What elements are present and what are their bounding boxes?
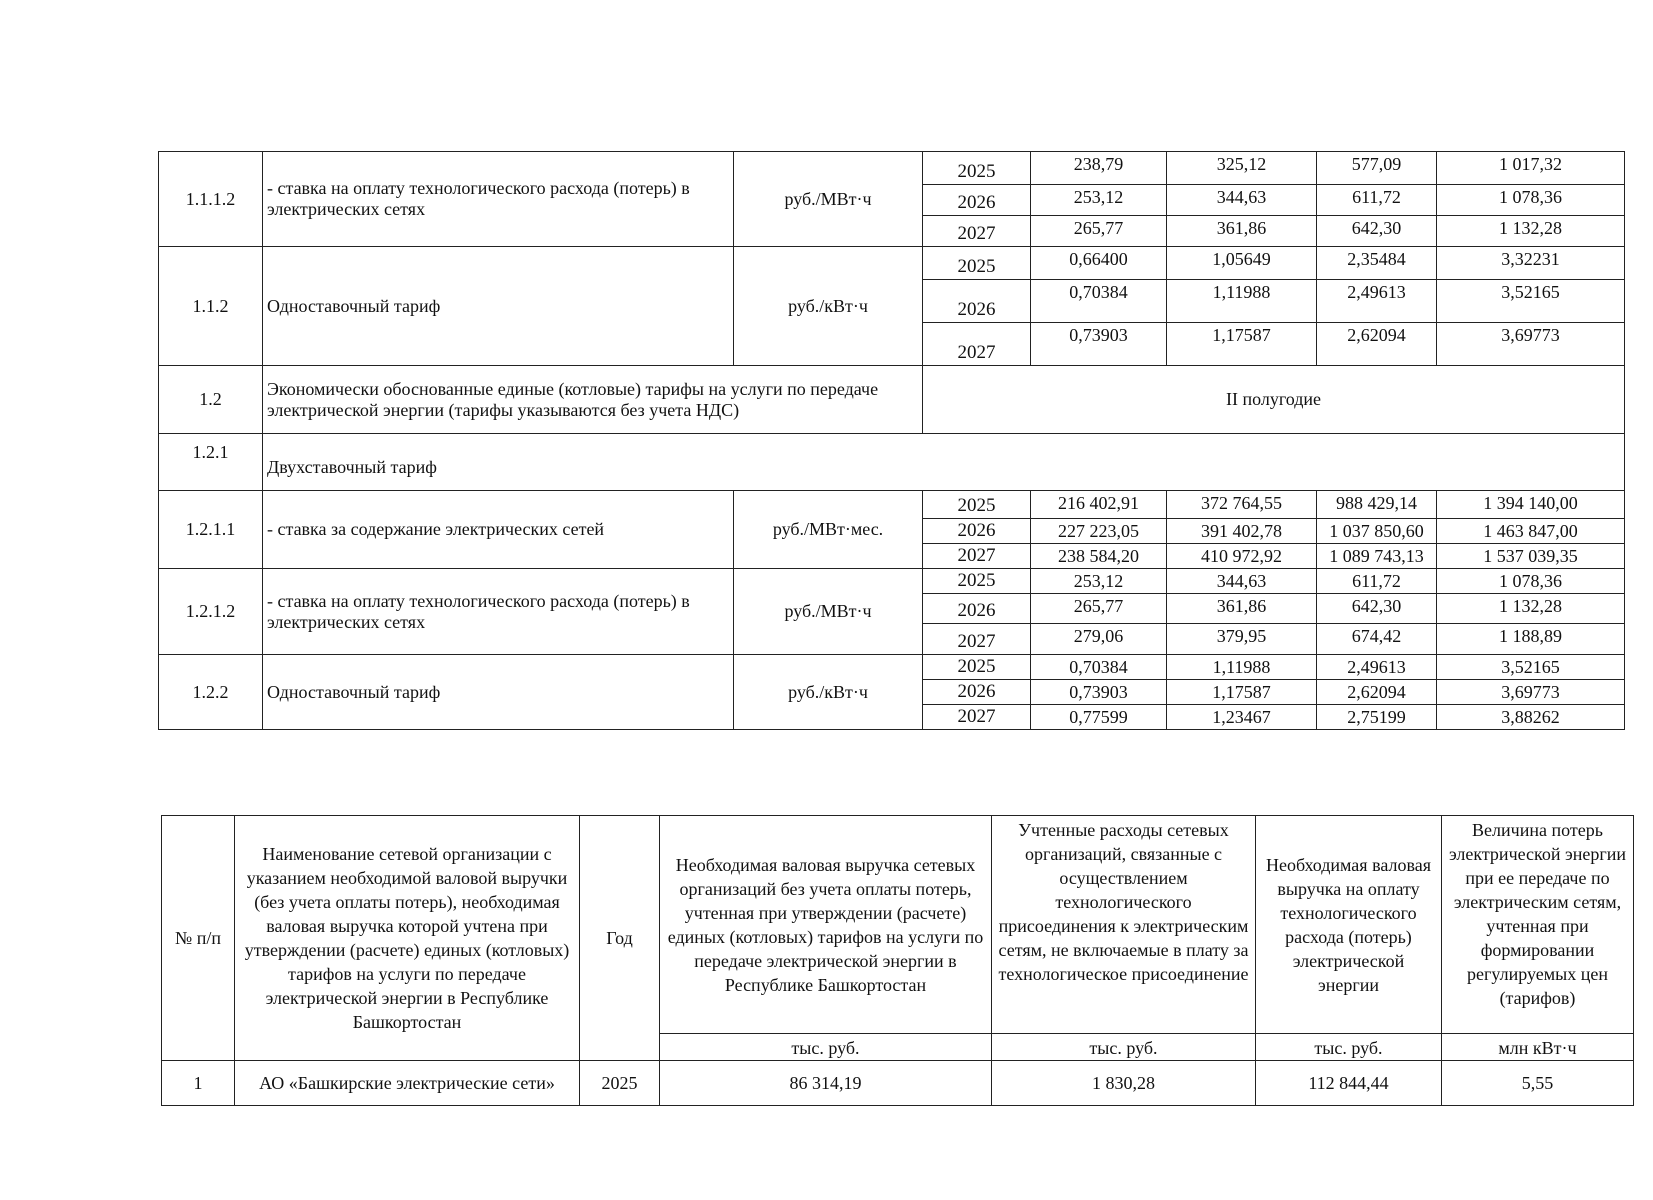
value-cell: 279,06: [1031, 624, 1167, 655]
value-cell: 2,62094: [1317, 323, 1437, 366]
row-unit: руб./МВт·мес.: [734, 491, 923, 569]
row-unit: руб./кВт·ч: [734, 247, 923, 366]
row-code: 1.2.1: [159, 434, 263, 491]
year-cell: 2026: [923, 519, 1031, 544]
value-cell: 0,70384: [1031, 655, 1167, 680]
row-code: 1.2.1.1: [159, 491, 263, 569]
year-cell: 2025: [923, 655, 1031, 680]
row-code: 1.2.2: [159, 655, 263, 730]
value-cell: 3,69773: [1437, 323, 1625, 366]
value-cell: 0,73903: [1031, 680, 1167, 705]
value-cell: 238,79: [1031, 152, 1167, 185]
row-org-name: АО «Башкирские электрические сети»: [235, 1061, 580, 1106]
row-name: Одноставочный тариф: [263, 247, 734, 366]
row-code: 1.1.2: [159, 247, 263, 366]
row-name: Одноставочный тариф: [263, 655, 734, 730]
table-row: [159, 152, 1625, 185]
row-unit: руб./МВт·ч: [734, 569, 923, 655]
value-cell: 1 017,32: [1437, 152, 1625, 185]
row-code: 1.2.1.2: [159, 569, 263, 655]
value-cell: 577,09: [1317, 152, 1437, 185]
value-cell: 2,35484: [1317, 247, 1437, 280]
row-name: Экономически обоснованные единые (котловые) тарифы на услуги по передаче электрической энергии (тарифы указываются без учета НДС): [263, 366, 923, 434]
row-code: 1.2: [159, 366, 263, 434]
value-cell: 410 972,92: [1167, 544, 1317, 569]
value-cell: 1 078,36: [1437, 185, 1625, 216]
value-cell: 216 402,91: [1031, 491, 1167, 519]
value-cell: 325,12: [1167, 152, 1317, 185]
value-cell: 2,62094: [1317, 680, 1437, 705]
table-row: [159, 569, 1625, 594]
value-cell: 379,95: [1167, 624, 1317, 655]
unit-cell: тыс. руб.: [992, 1034, 1256, 1061]
value-cell: 1 037 850,60: [1317, 519, 1437, 544]
unit-cell: млн кВт·ч: [1442, 1034, 1634, 1061]
value-cell: 344,63: [1167, 569, 1317, 594]
year-cell: 2026: [923, 594, 1031, 624]
value-cell: 227 223,05: [1031, 519, 1167, 544]
year-cell: 2027: [923, 624, 1031, 655]
value-cell: 642,30: [1317, 216, 1437, 247]
row-name: - ставка на оплату технологического расхода (потерь) в электрических сетях: [263, 569, 734, 655]
unit-cell: тыс. руб.: [1256, 1034, 1442, 1061]
value-cell: 3,32231: [1437, 247, 1625, 280]
row-expenses: 1 830,28: [992, 1061, 1256, 1106]
value-cell: 0,66400: [1031, 247, 1167, 280]
value-cell: 674,42: [1317, 624, 1437, 655]
header-row: [162, 816, 1634, 1034]
row-name: - ставка на оплату технологического расхода (потерь) в электрических сетях: [263, 152, 734, 247]
row-revenue: 86 314,19: [660, 1061, 992, 1106]
year-cell: 2025: [923, 152, 1031, 185]
value-cell: 3,52165: [1437, 655, 1625, 680]
value-cell: 1,17587: [1167, 323, 1317, 366]
row-name: - ставка за содержание электрических сетей: [263, 491, 734, 569]
value-cell: 1 132,28: [1437, 594, 1625, 624]
value-cell: 611,72: [1317, 185, 1437, 216]
value-cell: 0,73903: [1031, 323, 1167, 366]
value-cell: 1,23467: [1167, 705, 1317, 730]
unit-cell: тыс. руб.: [660, 1034, 992, 1061]
header-revenue: Необходимая валовая выручка сетевых организаций без учета оплаты потерь, учтенная при утверждении (расчете) единых (котловых) тарифов на услуги по передаче электрической энергии в Республике Башкортостан: [660, 816, 992, 1034]
table-row: [159, 655, 1625, 680]
value-cell: 2,75199: [1317, 705, 1437, 730]
value-cell: 1,11988: [1167, 655, 1317, 680]
value-cell: 253,12: [1031, 569, 1167, 594]
header-year: Год: [580, 816, 660, 1061]
value-cell: 265,77: [1031, 594, 1167, 624]
period-label: II полугодие: [923, 366, 1625, 434]
section-row: [159, 366, 1625, 434]
section-row: [159, 434, 1625, 491]
value-cell: 1 537 039,35: [1437, 544, 1625, 569]
header-org-name: Наименование сетевой организации с указанием необходимой валовой выручки (без учета оплаты потерь), необходимая валовая выручка которой учтена при утверждении (расчете) единых (котловых) тарифов на услуги по передаче электрической энергии в Республике Башкортостан: [235, 816, 580, 1061]
value-cell: 3,69773: [1437, 680, 1625, 705]
table-row: [162, 1061, 1634, 1106]
value-cell: 1 078,36: [1437, 569, 1625, 594]
value-cell: 372 764,55: [1167, 491, 1317, 519]
value-cell: 1 132,28: [1437, 216, 1625, 247]
value-cell: 253,12: [1031, 185, 1167, 216]
year-cell: 2025: [923, 569, 1031, 594]
value-cell: 2,49613: [1317, 655, 1437, 680]
year-cell: 2025: [923, 247, 1031, 280]
year-cell: 2026: [923, 280, 1031, 323]
value-cell: 3,88262: [1437, 705, 1625, 730]
row-name: Двухставочный тариф: [263, 434, 1625, 491]
row-unit: руб./кВт·ч: [734, 655, 923, 730]
value-cell: 361,86: [1167, 594, 1317, 624]
value-cell: 2,49613: [1317, 280, 1437, 323]
row-losses-revenue: 112 844,44: [1256, 1061, 1442, 1106]
row-num: 1: [162, 1061, 235, 1106]
value-cell: 3,52165: [1437, 280, 1625, 323]
row-code: 1.1.1.2: [159, 152, 263, 247]
year-cell: 2027: [923, 216, 1031, 247]
table-row: [159, 247, 1625, 280]
header-losses-volume: Величина потерь электрической энергии при ее передаче по электрическим сетям, учтенная при формировании регулируемых цен (тарифов): [1442, 816, 1634, 1034]
year-cell: 2027: [923, 705, 1031, 730]
value-cell: 1 089 743,13: [1317, 544, 1437, 569]
header-num: № п/п: [162, 816, 235, 1061]
header-expenses: Учтенные расходы сетевых организаций, связанные с осуществлением технологического присоединения к электрическим сетям, не включаемые в плату за технологическое присоединение: [992, 816, 1256, 1034]
header-losses-revenue: Необходимая валовая выручка на оплату технологического расхода (потерь) электрической энергии: [1256, 816, 1442, 1034]
year-cell: 2026: [923, 680, 1031, 705]
row-losses-volume: 5,55: [1442, 1061, 1634, 1106]
value-cell: 265,77: [1031, 216, 1167, 247]
value-cell: 361,86: [1167, 216, 1317, 247]
value-cell: 391 402,78: [1167, 519, 1317, 544]
value-cell: 1,17587: [1167, 680, 1317, 705]
table-row: [159, 491, 1625, 519]
row-unit: руб./МВт·ч: [734, 152, 923, 247]
value-cell: 238 584,20: [1031, 544, 1167, 569]
year-cell: 2026: [923, 185, 1031, 216]
value-cell: 1 394 140,00: [1437, 491, 1625, 519]
year-cell: 2027: [923, 544, 1031, 569]
value-cell: 611,72: [1317, 569, 1437, 594]
value-cell: 988 429,14: [1317, 491, 1437, 519]
value-cell: 1,05649: [1167, 247, 1317, 280]
row-year: 2025: [580, 1061, 660, 1106]
value-cell: 1 463 847,00: [1437, 519, 1625, 544]
tariff-table: [158, 151, 1625, 730]
value-cell: 344,63: [1167, 185, 1317, 216]
year-cell: 2025: [923, 491, 1031, 519]
value-cell: 1 188,89: [1437, 624, 1625, 655]
value-cell: 642,30: [1317, 594, 1437, 624]
value-cell: 1,11988: [1167, 280, 1317, 323]
org-revenue-table: [161, 815, 1634, 1106]
year-cell: 2027: [923, 323, 1031, 366]
value-cell: 0,70384: [1031, 280, 1167, 323]
value-cell: 0,77599: [1031, 705, 1167, 730]
